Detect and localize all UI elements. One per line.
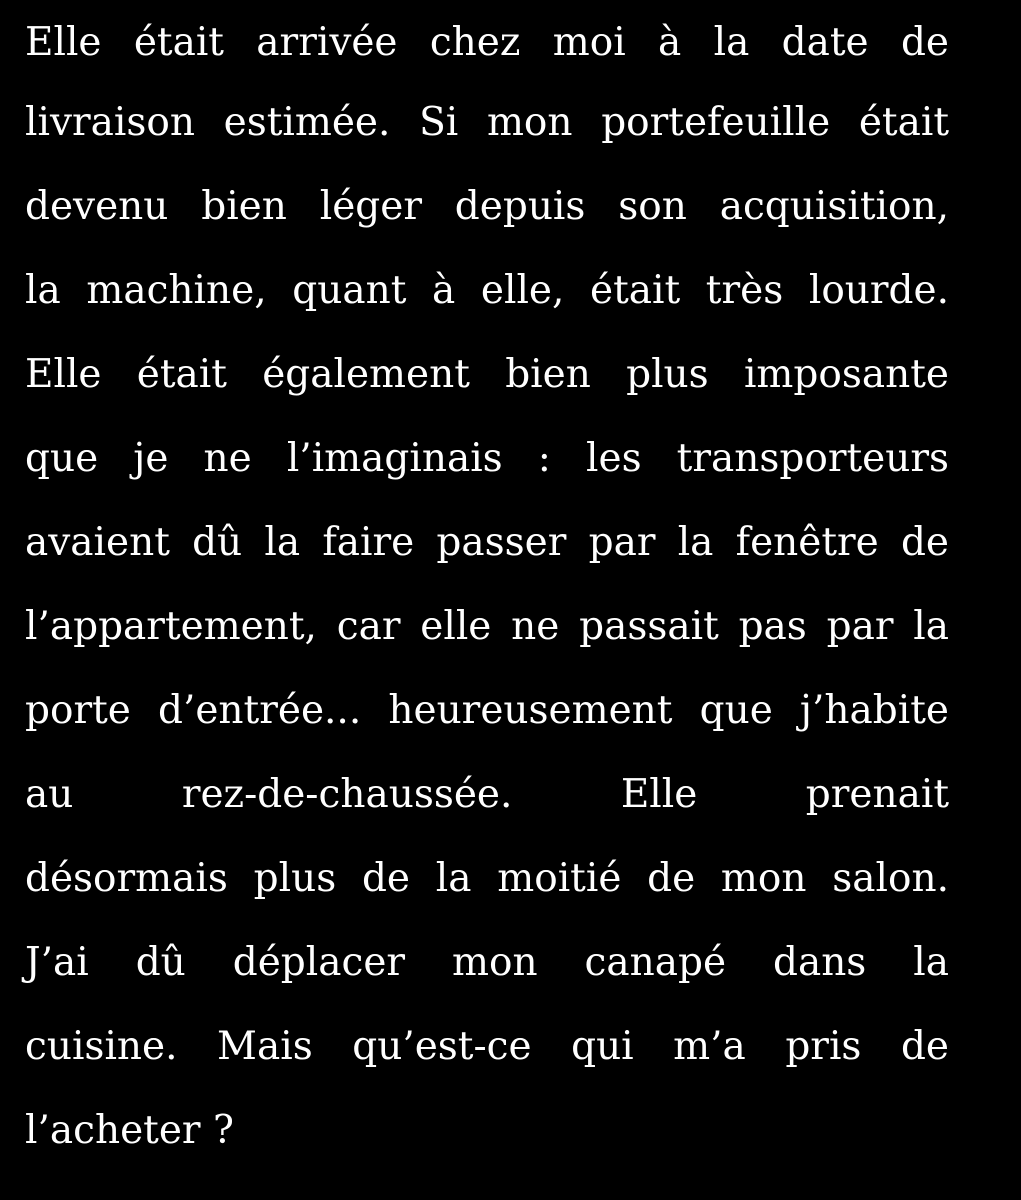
text-line: l’acheter ? [25, 1108, 234, 1153]
text-line: devenu bien léger depuis son acquisition, [25, 184, 949, 229]
text-line: Elle était arrivée chez moi à la date de [25, 20, 949, 65]
text-line: avaient dû la faire passer par la fenêtre de [25, 520, 949, 565]
text-line: J’ai dû déplacer mon canapé dans la [25, 940, 949, 985]
text-line: porte d’entrée... heureusement que j’habite [25, 688, 949, 733]
text-line: l’appartement, car elle ne passait pas par la [25, 604, 949, 649]
text-line: que je ne l’imaginais : les transporteurs [25, 436, 949, 481]
text-line: au rez-de-chaussée. Elle prenait [25, 772, 949, 817]
text-page [25, 0, 949, 1200]
text-line: la machine, quant à elle, était très lourde. [25, 268, 949, 313]
text-line: livraison estimée. Si mon portefeuille était [25, 100, 949, 145]
text-line: désormais plus de la moitié de mon salon. [25, 856, 949, 901]
text-line: Elle était également bien plus imposante [25, 352, 949, 397]
text-line: cuisine. Mais qu’est-ce qui m’a pris de [25, 1024, 949, 1069]
